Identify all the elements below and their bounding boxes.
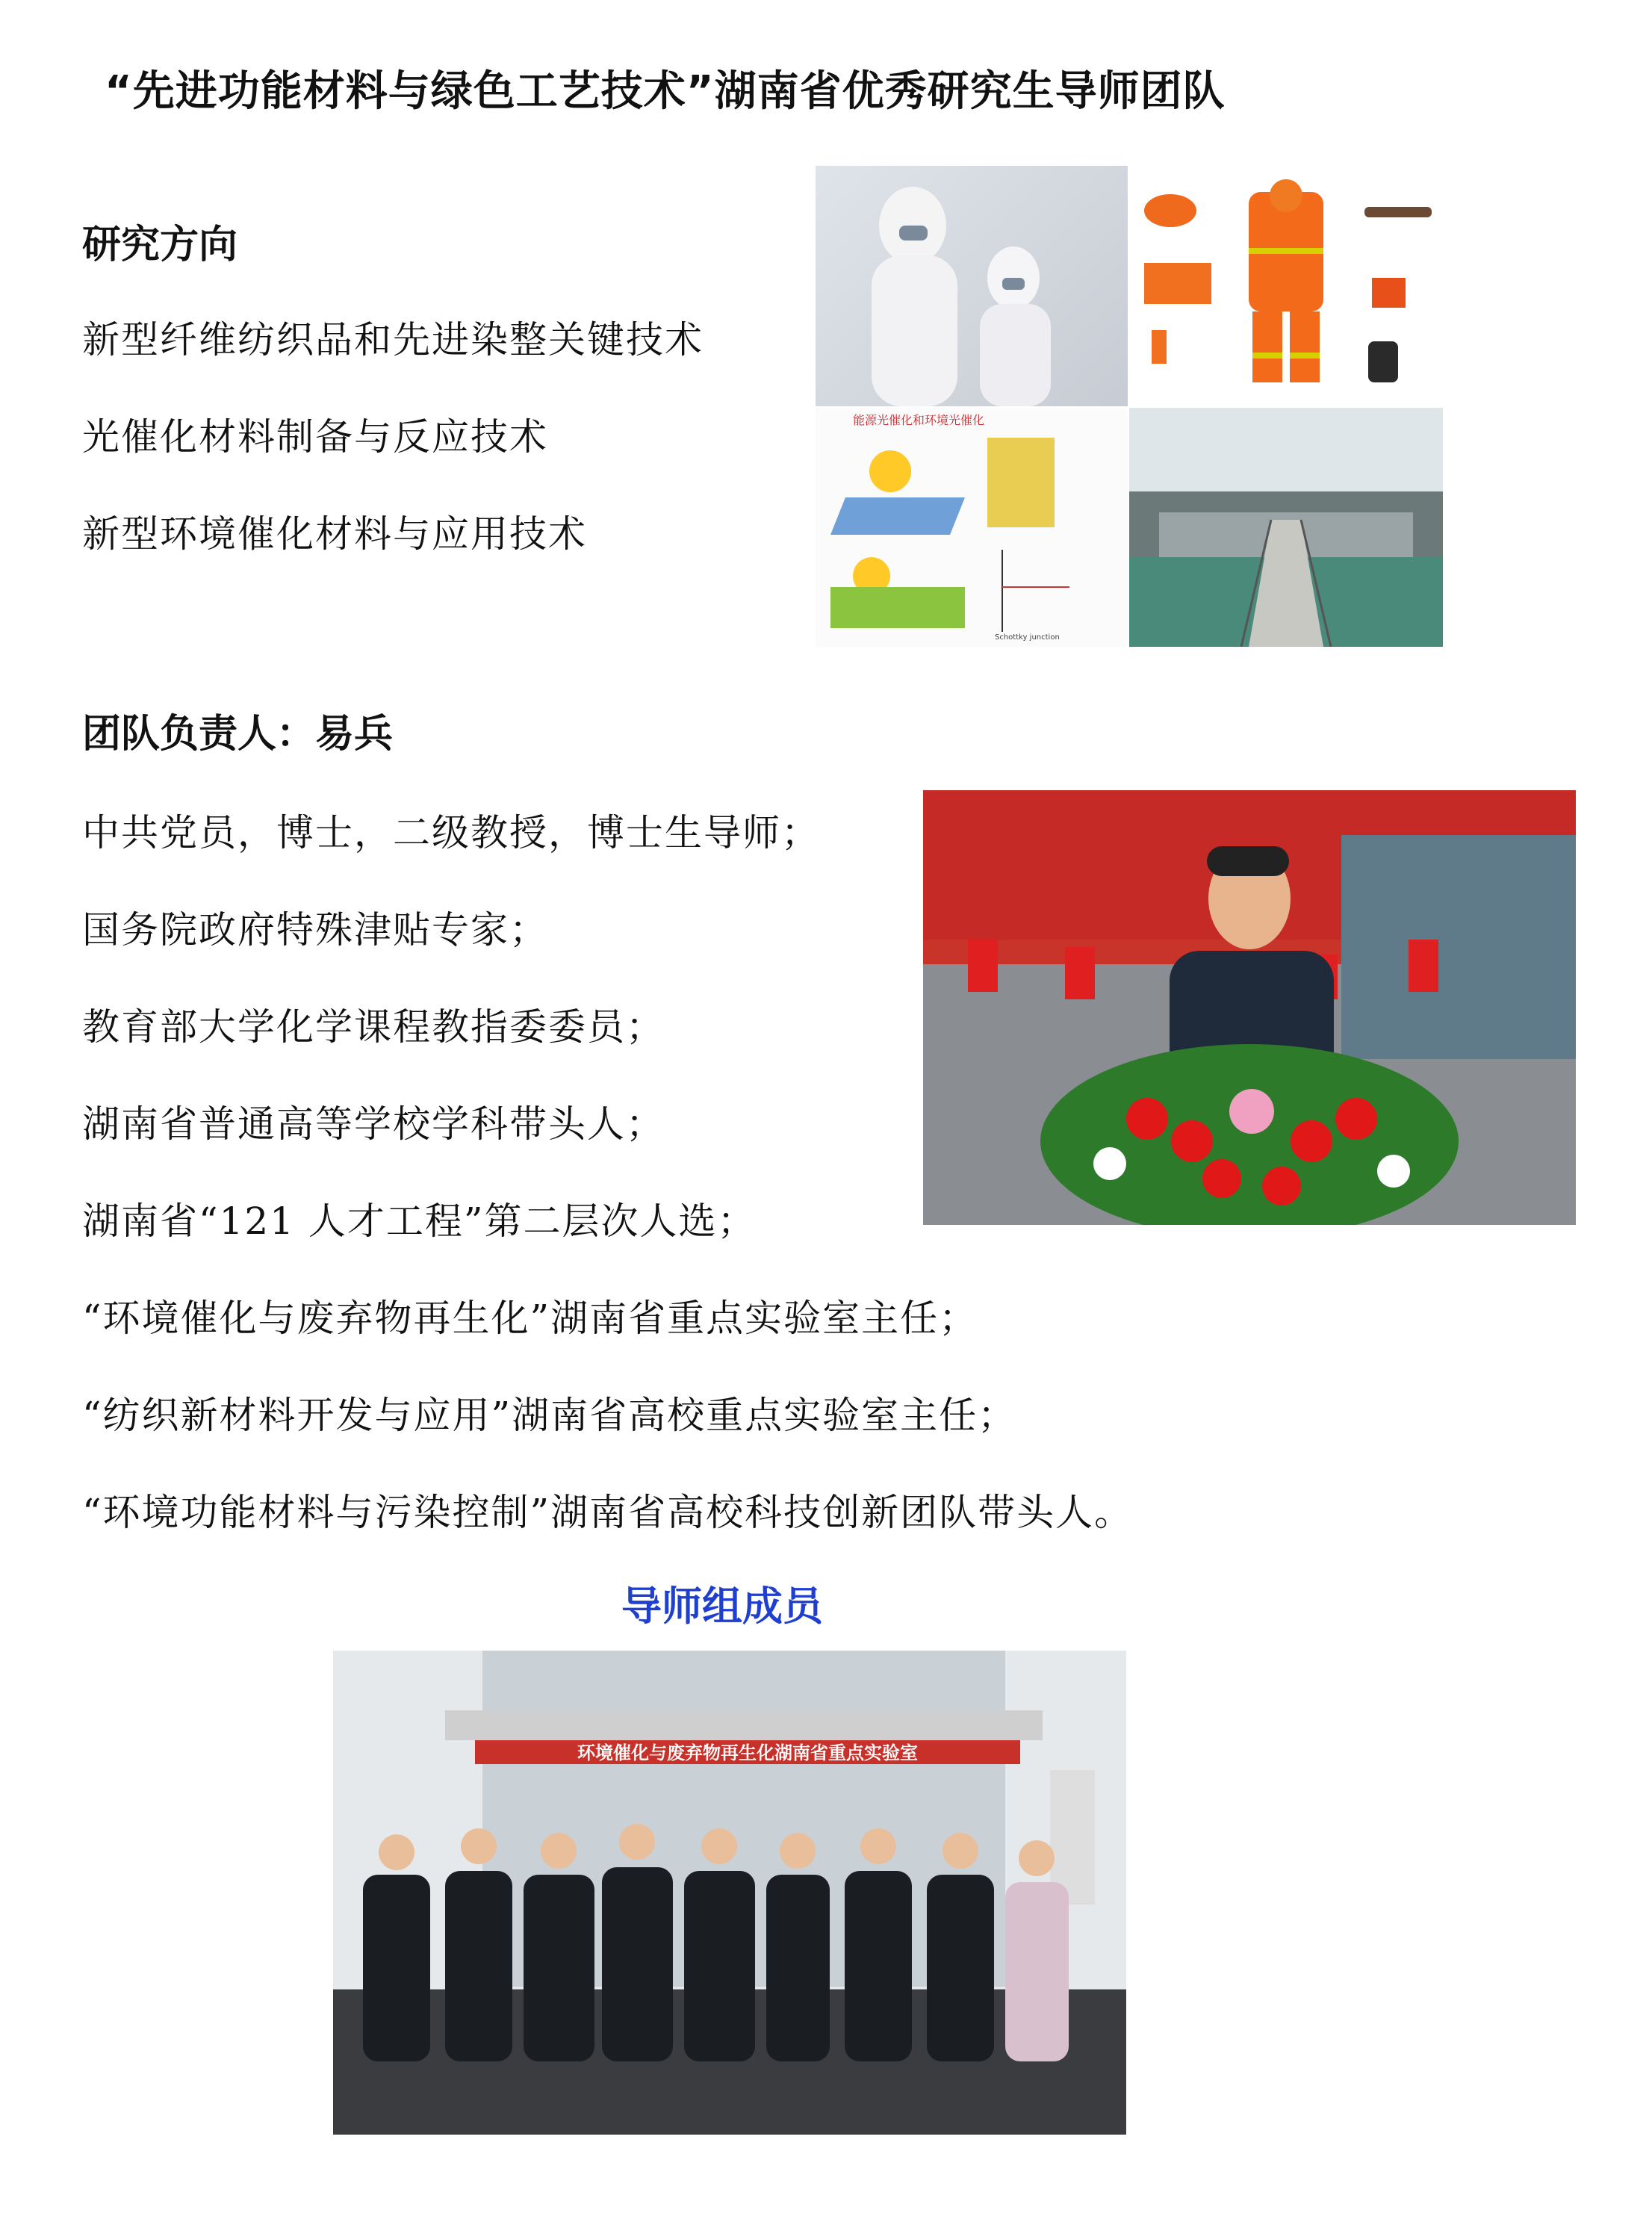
leader-bio-line: 湖南省“121 人才工程”第二层次人选； bbox=[82, 1200, 757, 1243]
leader-heading: 团队负责人：易兵 bbox=[82, 712, 394, 757]
leader-bio-line: 中共党员，博士，二级教授，博士生导师； bbox=[82, 811, 820, 854]
svg-text:Schottky junction: Schottky junction bbox=[995, 633, 1060, 642]
research-heading: 研究方向 bbox=[82, 223, 238, 267]
members-heading: 导师组成员 bbox=[621, 1583, 823, 1630]
leader-bio-line: 教育部大学化学课程教指委委员； bbox=[82, 1005, 665, 1049]
photocatalysis-figure bbox=[816, 408, 1128, 647]
group-photo bbox=[333, 1651, 1126, 2135]
leader-bio-line: “环境催化与废弃物再生化”湖南省重点实验室主任； bbox=[82, 1297, 978, 1340]
page-title: “先进功能材料与绿色工艺技术”湖南省优秀研究生导师团队 bbox=[105, 67, 1226, 116]
figure-caption: 能源光催化和环境光催化 bbox=[853, 413, 985, 427]
leader-bio-line: 国务院政府特殊津贴专家； bbox=[82, 908, 548, 952]
protective-suit-photo bbox=[816, 166, 1128, 406]
leader-bio-line: “纺织新材料开发与应用”湖南省高校重点实验室主任； bbox=[82, 1394, 1017, 1437]
water-treatment-photo bbox=[1129, 408, 1443, 647]
leader-speech-photo bbox=[923, 790, 1576, 1225]
research-item-3: 新型环境催化材料与应用技术 bbox=[82, 512, 587, 556]
research-item-1: 新型纤维纺织品和先进染整关键技术 bbox=[82, 318, 704, 361]
leader-bio-line: “环境功能材料与污染控制”湖南省高校科技创新团队带头人。 bbox=[82, 1491, 1134, 1534]
firefighter-gear-photo bbox=[1129, 166, 1443, 406]
lab-banner-text: 环境催化与废弃物再生化湖南省重点实验室 bbox=[577, 1742, 918, 1763]
research-item-2: 光催化材料制备与反应技术 bbox=[82, 415, 548, 459]
leader-bio-line: 湖南省普通高等学校学科带头人； bbox=[82, 1102, 665, 1146]
